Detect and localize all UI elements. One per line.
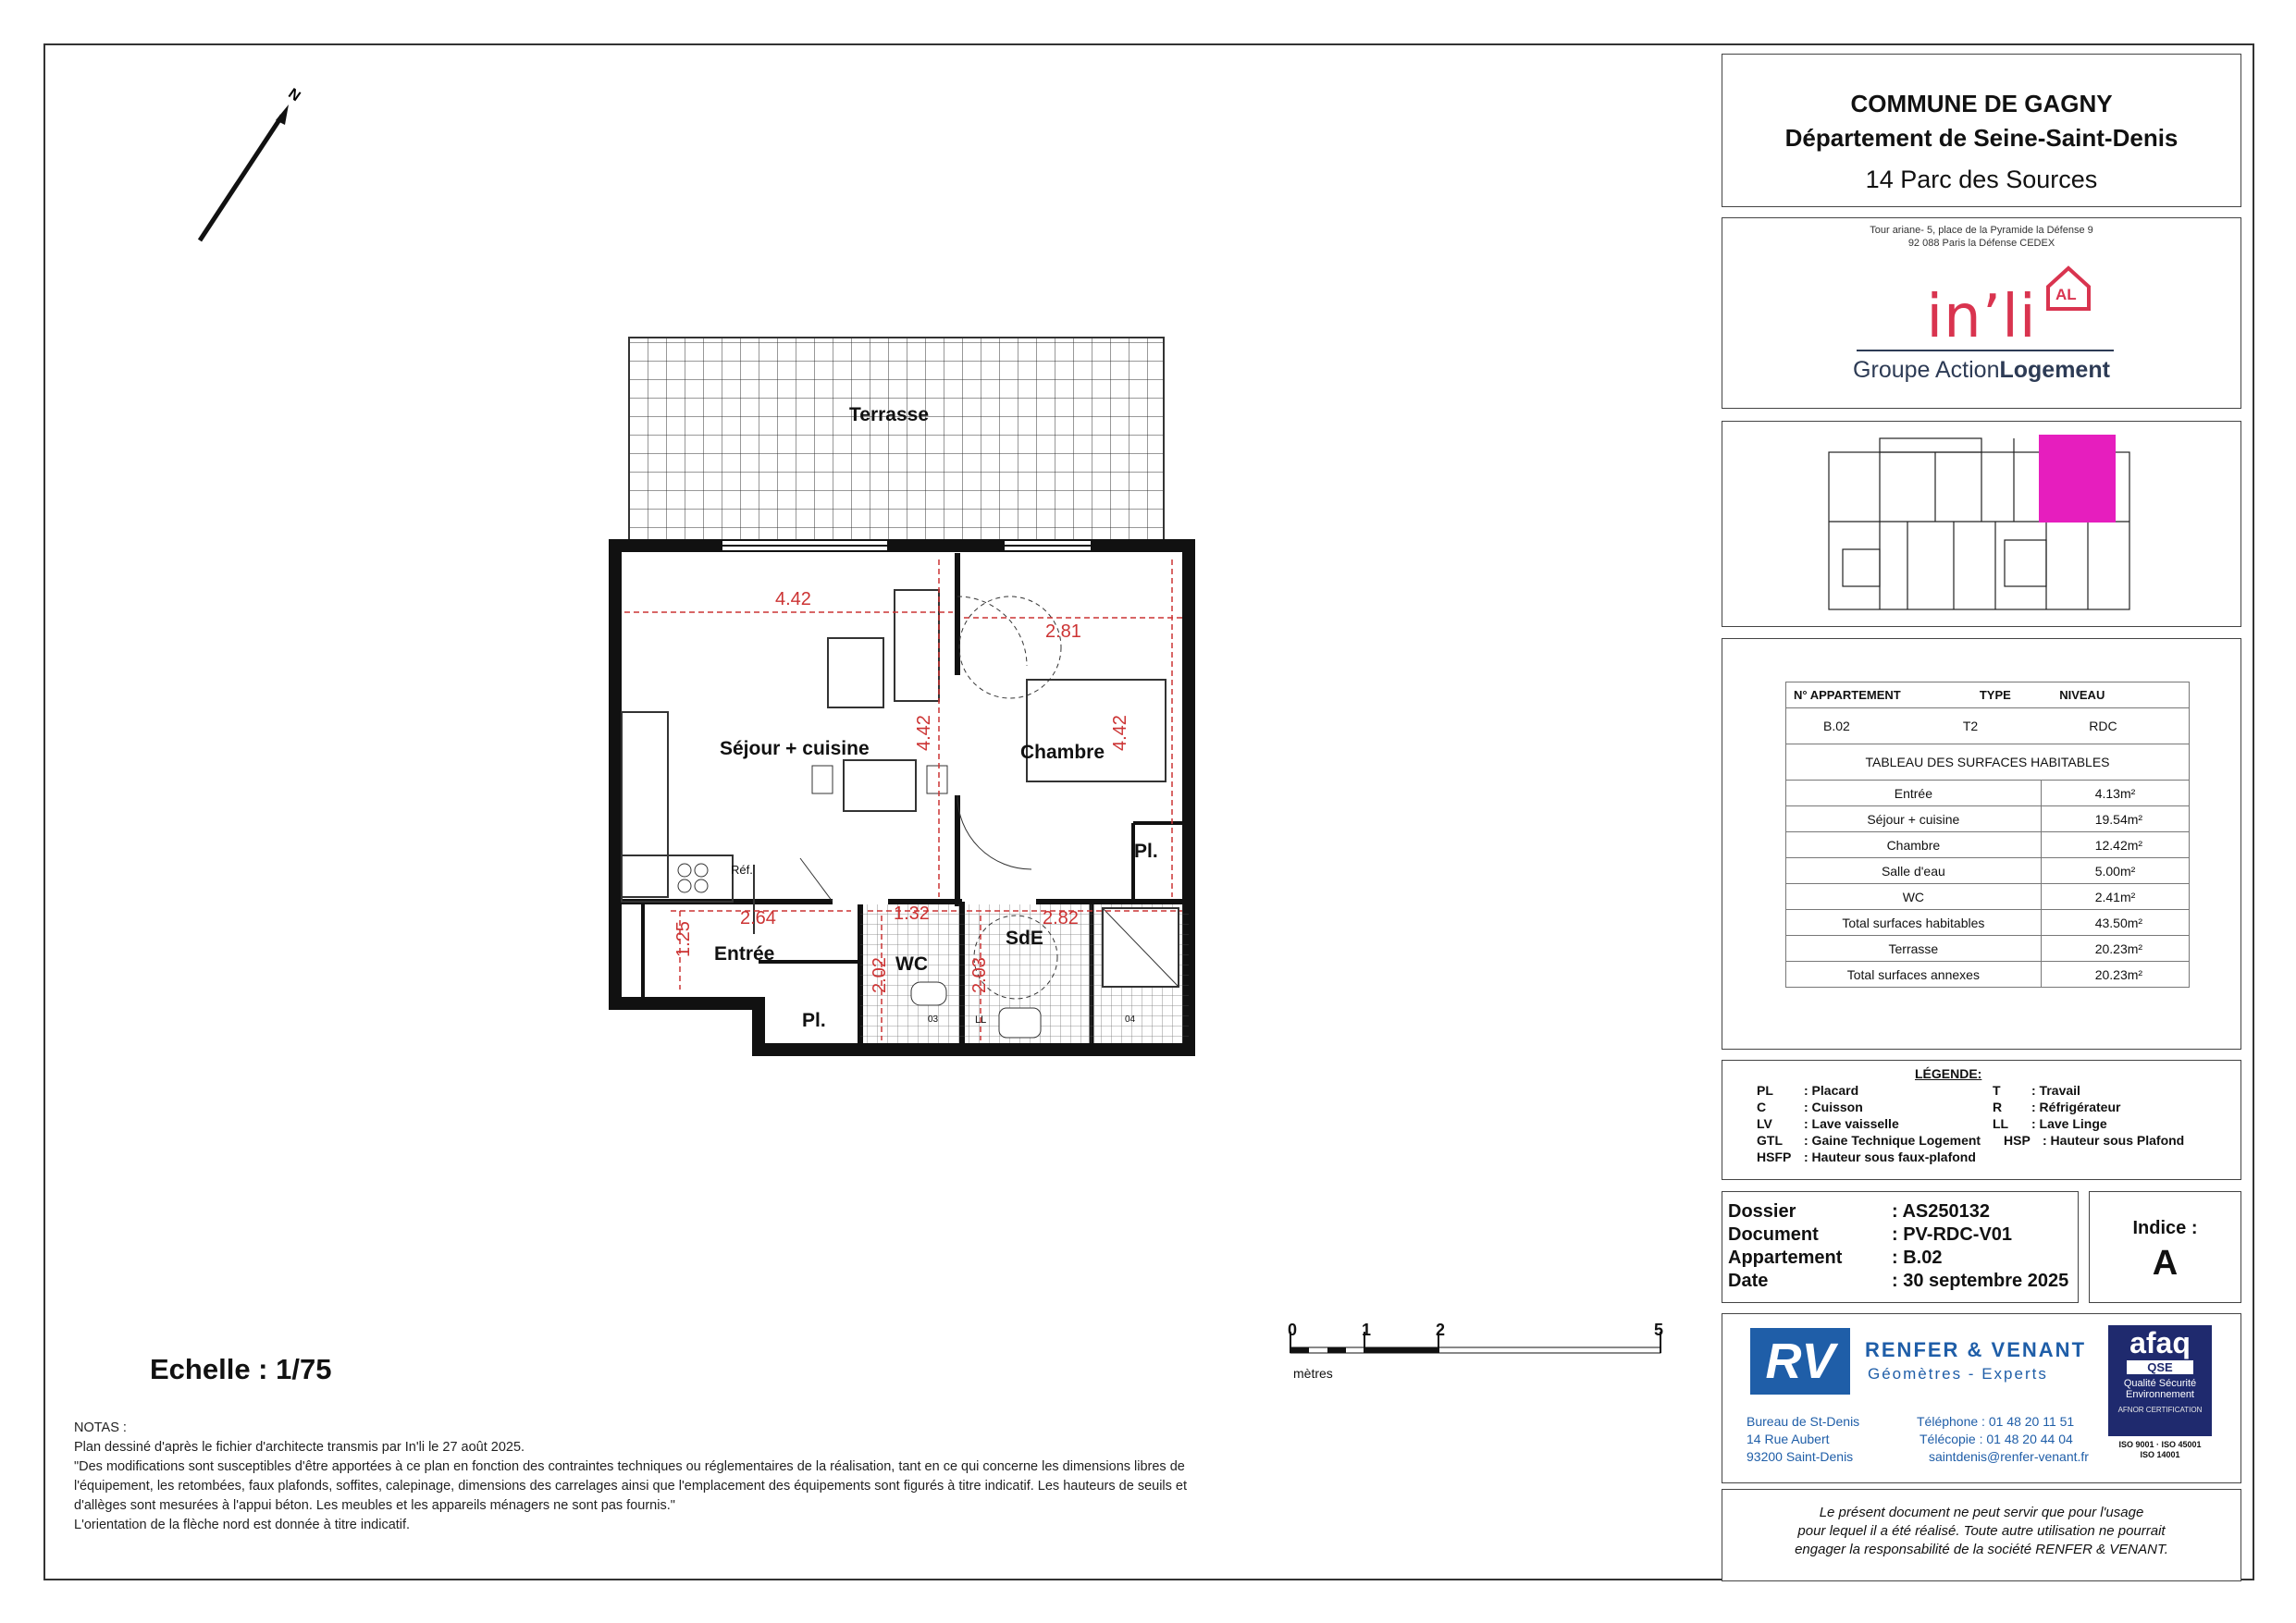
indice-value: A xyxy=(2152,1244,2179,1283)
legend-code: T xyxy=(1993,1083,2001,1098)
cert-iso-2: ISO 14001 xyxy=(2140,1450,2180,1459)
action-logement-badge-icon xyxy=(2044,264,2092,313)
header-appartement: N° APPARTEMENT xyxy=(1786,682,1952,708)
surfaces-table xyxy=(1785,682,2190,988)
dim-chambre-width: 2.81 xyxy=(1045,621,1081,642)
value-niveau: RDC xyxy=(2041,708,2189,744)
appartement-value: : B.02 xyxy=(1892,1248,1943,1268)
scale-tick-1: 1 xyxy=(1362,1321,1372,1339)
scale-tick-5: 5 xyxy=(1654,1321,1664,1339)
key-plan-block xyxy=(1722,421,2241,627)
room-wc: WC xyxy=(895,953,928,975)
table-row: Entrée 4.13m² xyxy=(1786,781,2190,806)
legend-text: : Hauteur sous Plafond xyxy=(2043,1133,2185,1148)
surveyor-name: RENFER & VENANT xyxy=(1865,1338,2087,1361)
table-row: Chambre 12.42m² xyxy=(1786,832,2190,858)
date-value: : 30 septembre 2025 xyxy=(1892,1271,2069,1291)
terrace-area xyxy=(629,338,1164,550)
legend-code: GTL xyxy=(1757,1133,1783,1148)
dim-entree-width: 2.64 xyxy=(740,908,776,928)
notes-line-1: Plan dessiné d'après le fichier d'architecte transmis par In'li le 27 août 2025. xyxy=(74,1440,525,1455)
dim-wc-height: 2.02 xyxy=(870,957,890,993)
client-address-2: 92 088 Paris la Défense CEDEX xyxy=(1907,238,2055,249)
document-label: Document xyxy=(1728,1224,1819,1245)
room-sejour: Séjour + cuisine xyxy=(720,738,870,759)
dim-sde-height: 2.03 xyxy=(969,957,990,993)
departement-title: Département de Seine-Saint-Denis xyxy=(1784,124,2179,152)
label-refrigerateur: Réf. xyxy=(731,863,753,877)
scale-tick-2: 2 xyxy=(1436,1321,1446,1339)
room-placard-2: Pl. xyxy=(802,1010,826,1031)
table-row: Salle d'eau 5.00m² xyxy=(1786,858,2190,884)
dossier-label: Dossier xyxy=(1728,1201,1796,1222)
legend-text: : Travail xyxy=(2031,1083,2080,1098)
key-plan xyxy=(1824,429,2139,619)
room-placard-1: Pl. xyxy=(1134,841,1158,862)
header-niveau: NIVEAU xyxy=(2041,682,2189,708)
table-row: Terrasse 20.23m² xyxy=(1786,936,2190,962)
client-block xyxy=(1722,217,2241,409)
table-row: Total surfaces habitables 43.50m² xyxy=(1786,910,2190,936)
surfaces-block xyxy=(1722,638,2241,1050)
office-line: 14 Rue Aubert xyxy=(1747,1432,1830,1446)
notes-title: NOTAS : xyxy=(74,1420,127,1435)
disclaimer-block xyxy=(1722,1489,2241,1581)
surveyor-block xyxy=(1722,1313,2241,1483)
dim-entree-height: 1.25 xyxy=(673,921,694,957)
header-type: TYPE xyxy=(1952,682,2041,708)
legend-code: LV xyxy=(1757,1116,1772,1131)
scale-label: Echelle : 1/75 xyxy=(150,1353,332,1385)
north-label: N xyxy=(285,85,303,105)
notes-line-2: "Des modifications sont susceptibles d'être apportées à ce plan en fonction des contraintes techniques ou réglementaires de la réalisation, tant en ce qui concerne les dimensions libres de l'équipement, les retombées, faux plafonds, soffites, calepinage, dimensions des carrelages ainsi que l'emplacement des équipements sont figurés à titre indicatif. Les hauteurs de seuils et d'allèges sont mesurées à l'appui béton. Les meubles et les appareils ménagers ne sont pas fournis." xyxy=(74,1459,1188,1513)
surfaces-section-title: TABLEAU DES SURFACES HABITABLES xyxy=(1786,744,2190,781)
label-equip-03: 03 xyxy=(928,1014,939,1025)
svg-text:AL: AL xyxy=(2055,286,2077,303)
dim-chambre-height: 4.42 xyxy=(1110,715,1130,751)
document-value: : PV-RDC-V01 xyxy=(1892,1224,2013,1245)
surveyor-phone: Téléphone : 01 48 20 11 51 xyxy=(1917,1414,2075,1429)
scale-bar xyxy=(1286,1322,1674,1359)
key-plan-highlight xyxy=(2039,435,2116,523)
legend-block xyxy=(1722,1060,2241,1180)
legend-code: C xyxy=(1757,1100,1767,1114)
legend-text: : Réfrigérateur xyxy=(2031,1100,2121,1114)
value-appartement: B.02 xyxy=(1786,708,1952,744)
value-type: T2 xyxy=(1952,708,2041,744)
legend-text: : Cuisson xyxy=(1804,1100,1863,1114)
notes xyxy=(74,1419,1221,1535)
indice-block xyxy=(2089,1191,2241,1303)
legend-text: : Lave vaisselle xyxy=(1804,1116,1899,1131)
label-lave-linge: LL xyxy=(975,1014,987,1026)
logo-divider xyxy=(1857,350,2114,351)
project-address: 14 Parc des Sources xyxy=(1865,166,2098,193)
dossier-block xyxy=(1722,1191,2079,1303)
disclaimer-line: Le présent document ne peut servir que pour l'usage xyxy=(1819,1505,2144,1520)
legend-title: LÉGENDE: xyxy=(1915,1066,1982,1081)
label-equip-04: 04 xyxy=(1125,1014,1136,1025)
legend-code: HSFP xyxy=(1757,1150,1792,1164)
notes-line-3: L'orientation de la flèche nord est donnée à titre indicatif. xyxy=(74,1518,411,1532)
office-line: 93200 Saint-Denis xyxy=(1747,1449,1854,1464)
renfer-venant-logo: RV xyxy=(1750,1328,1850,1395)
inli-logo xyxy=(1722,283,2240,351)
dim-sejour-height: 4.42 xyxy=(914,715,934,751)
legend-text: : Placard xyxy=(1804,1083,1859,1098)
dim-sde-width: 2.82 xyxy=(1043,908,1079,928)
disclaimer-line: engager la responsabilité de la société RENFER & VENANT. xyxy=(1795,1542,2168,1557)
room-sde: SdE xyxy=(1006,928,1043,949)
surveyor-subtitle: Géomètres - Experts xyxy=(1868,1365,2048,1383)
indice-label: Indice : xyxy=(2132,1218,2198,1238)
surveyor-fax: Télécopie : 01 48 20 44 04 xyxy=(1920,1432,2073,1446)
inli-logo-text: in’li xyxy=(1926,283,2037,351)
dossier-value: : AS250132 xyxy=(1892,1201,1990,1222)
client-address-1: Tour ariane- 5, place de la Pyramide la Défense 9 xyxy=(1870,225,2093,236)
legend-code: LL xyxy=(1993,1116,2009,1131)
title-block xyxy=(1722,54,2241,207)
disclaimer-line: pour lequel il a été réalisé. Toute autre utilisation ne pourrait xyxy=(1797,1523,2166,1539)
dim-wc-width: 1.32 xyxy=(894,904,930,924)
legend-code: HSP xyxy=(2004,1133,2031,1148)
table-row: Séjour + cuisine 19.54m² xyxy=(1786,806,2190,832)
surveyor-email[interactable]: saintdenis@renfer-venant.fr xyxy=(1929,1449,2089,1464)
appartement-label: Appartement xyxy=(1728,1248,1843,1268)
room-chambre: Chambre xyxy=(1020,742,1105,763)
north-arrow xyxy=(185,79,315,250)
commune-title: COMMUNE DE GAGNY xyxy=(1850,90,2113,117)
cert-iso-1: ISO 9001 · ISO 45001 xyxy=(2118,1440,2202,1449)
legend-text: : Hauteur sous faux-plafond xyxy=(1804,1150,1976,1164)
table-row: Total surfaces annexes 20.23m² xyxy=(1786,962,2190,988)
table-row: WC 2.41m² xyxy=(1786,884,2190,910)
dim-sejour-width: 4.42 xyxy=(775,589,811,609)
scale-unit: mètres xyxy=(1293,1366,1333,1381)
office-line: Bureau de St-Denis xyxy=(1747,1414,1860,1429)
afaq-certification-logo: afaq QSE Qualité Sécurité Environnement AFNOR CERTIFICATION xyxy=(2108,1325,2212,1436)
legend-code: PL xyxy=(1757,1083,1773,1098)
scale-tick-0: 0 xyxy=(1288,1321,1298,1339)
legend-code: R xyxy=(1993,1100,2003,1114)
groupe-action-logement: Groupe ActionLogement xyxy=(1853,357,2110,383)
room-terrasse: Terrasse xyxy=(849,404,930,425)
legend-text: : Gaine Technique Logement xyxy=(1804,1133,1981,1148)
legend-text: : Lave Linge xyxy=(2031,1116,2107,1131)
date-label: Date xyxy=(1728,1271,1769,1291)
room-entree: Entrée xyxy=(714,943,775,965)
